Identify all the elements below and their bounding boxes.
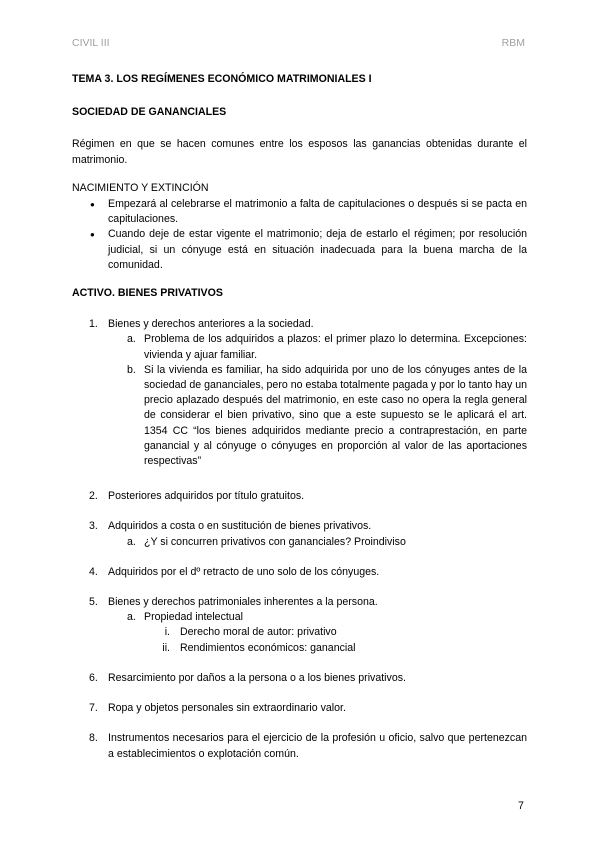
list-item-6 [89, 671, 527, 686]
sub-item [127, 363, 527, 469]
section-heading-gananciales: SOCIEDAD DE GANANCIALES [72, 106, 227, 119]
paragraph-definition: Régimen en que se hacen comunes entre los esposos las ganancias obtenidas durante el matrimonio. [72, 138, 527, 166]
section-heading-activo: ACTIVO. BIENES PRIVATIVOS [72, 287, 223, 300]
item-text: Bienes y derechos anteriores a la sociedad. [108, 318, 314, 331]
list-item-1 [89, 317, 527, 469]
bullet-item: ● Empezará al celebrarse el matrimonio a falta de capitulaciones o después si se pacta en capitulaciones. [108, 197, 527, 227]
item-number: 4. [89, 565, 98, 578]
list-item-7 [89, 701, 527, 716]
sub-item [127, 535, 527, 550]
item-text: Resarcimiento por daños a la persona o a los bienes privativos. [108, 671, 406, 684]
sub-sub-list [144, 625, 527, 655]
sub-sub-item-text: Derecho moral de autor: privativo [180, 626, 337, 639]
bullet-item: ● Cuando deje de estar vigente el matrimonio; deja de estarlo el régimen; por resolución judicial, si un cónyuge está en situación inadecuada para la buena marcha de la comunidad. [108, 227, 527, 273]
sub-item-text: ¿Y si concurren privativos con gananciales? Proindiviso [144, 535, 406, 548]
item-number: 1. [89, 318, 98, 331]
sub-item-label: a. [127, 333, 136, 346]
sub-sub-item-label: ii. [162, 641, 170, 654]
bullet-list [72, 197, 527, 273]
item-text: Adquiridos a costa o en sustitución de bienes privativos. [108, 520, 372, 533]
sub-sub-item-text: Rendimientos económicos: ganancial [180, 641, 356, 654]
item-number: 5. [89, 596, 98, 609]
list-item-8 [89, 731, 527, 761]
item-number: 7. [89, 702, 98, 715]
page-title: TEMA 3. LOS REGÍMENES ECONÓMICO MATRIMONIALES I [72, 73, 372, 85]
item-text: Instrumentos necesarios para el ejercicio de la profesión u oficio, salvo que pertenezcan a establecimientos o explotación común. [108, 732, 527, 760]
sub-list [108, 332, 527, 469]
item-number: 2. [89, 490, 98, 503]
numbered-list [72, 317, 527, 761]
sub-sub-item [162, 641, 527, 656]
page-content [72, 72, 527, 777]
item-text: Adquiridos por el dº retracto de uno solo de los cónyuges. [108, 565, 380, 578]
sub-item [127, 332, 527, 362]
sub-item-text: Problema de los adquiridos a plazos: el primer plazo lo determina. Excepciones: vivienda y ajuar familiar. [144, 333, 527, 361]
subheading-nacimiento: NACIMIENTO Y EXTINCIÓN [72, 181, 209, 194]
sub-item [127, 610, 527, 656]
list-item-4 [89, 565, 527, 580]
sub-sub-item-label: i. [164, 626, 170, 639]
sub-item-label: a. [127, 611, 136, 624]
item-number: 6. [89, 671, 98, 684]
sub-list [108, 535, 527, 550]
header-left: CIVIL III [72, 37, 110, 49]
item-text: Ropa y objetos personales sin extraordinario valor. [108, 702, 346, 715]
item-text: Bienes y derechos patrimoniales inherentes a la persona. [108, 596, 378, 609]
item-number: 8. [89, 732, 98, 745]
sub-item-text: Si la vivienda es familiar, ha sido adquirida por uno de los cónyuges antes de la sociedad de gananciales, pero no estaba totalmente pagada y por lo tanto hay un precio aplazado después del matrimonio, en este caso no opera la regla general de considerar el bien privativo, sino que a este supuesto se le aplicará el art. 1354 CC “los bienes adquiridos mediante precio a contraprestación, en parte ganancial y al cónyuge o cónyuges en proporción al valor de las aportaciones respectivas” [144, 363, 527, 468]
sub-item-label: a. [127, 535, 136, 548]
item-number: 3. [89, 520, 98, 533]
list-item-5 [89, 595, 527, 656]
page-number: 7 [518, 800, 524, 812]
item-text: Posteriores adquiridos por título gratuitos. [108, 490, 305, 503]
sub-item-text: Propiedad intelectual [144, 611, 243, 624]
list-item-2 [89, 489, 527, 504]
sub-item-label: b. [127, 363, 136, 376]
sub-list [108, 610, 527, 656]
list-item-3 [89, 519, 527, 549]
header-right: RBM [501, 37, 525, 49]
sub-sub-item [164, 625, 527, 640]
